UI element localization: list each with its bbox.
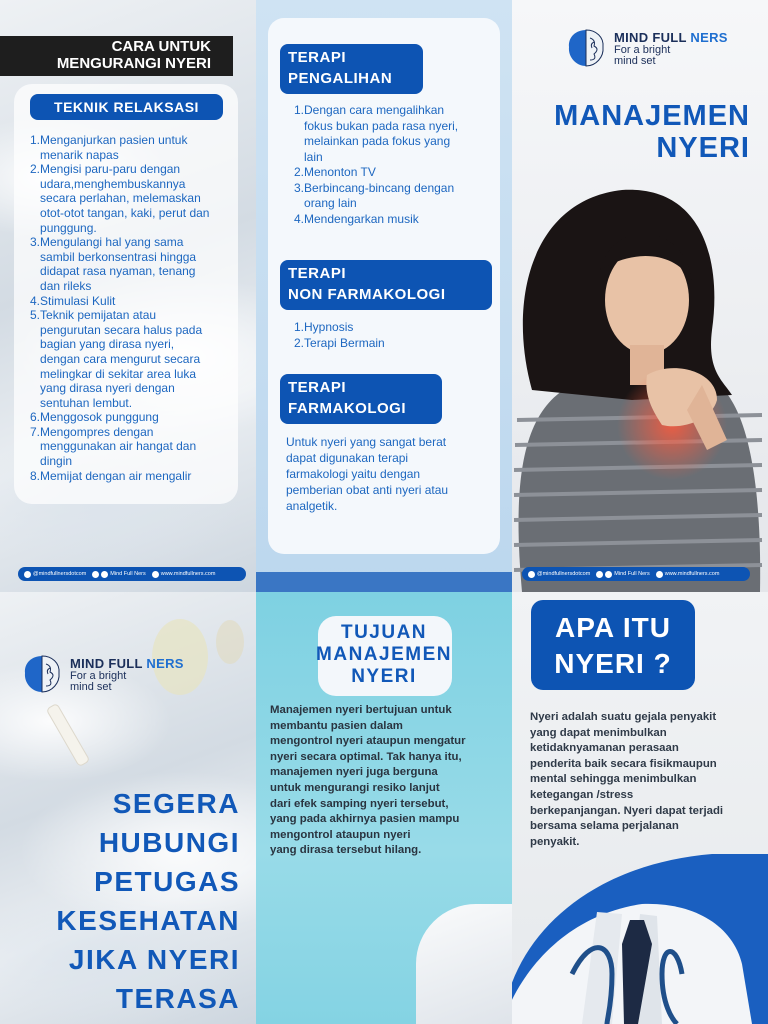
list-item-text: Terapi Bermain xyxy=(304,336,385,350)
doctor-coat-left xyxy=(416,904,512,1024)
youtube-icon xyxy=(605,571,612,578)
panel-segera xyxy=(0,592,256,1024)
footer-bar-cover: @mindfullnersdotcom Mind Full Ners www.mindfullners.com xyxy=(522,567,750,581)
tujuan-title: TUJUAN MANAJEMEN NYERI xyxy=(316,622,452,687)
list-item-number: 2. xyxy=(294,165,305,179)
cover-title: MANAJEMEN NYERI xyxy=(554,100,750,164)
panel-cara-mengurangi xyxy=(0,0,256,592)
facebook-icon xyxy=(596,571,603,578)
brand-logo-back: MIND FULL NERS For a bright mind set xyxy=(20,652,184,696)
list-item-text: Stimulasi Kulit xyxy=(40,293,116,308)
panel-bottom-stripe xyxy=(256,572,512,592)
instagram-icon xyxy=(528,571,535,578)
list-item-number: 2. xyxy=(30,162,41,177)
list-item xyxy=(294,335,494,351)
list-item xyxy=(30,425,236,469)
farma-text: Untuk nyeri yang sangat berat dapat digunakan terapi farmakologi yaitu dengan pemberian obat anti nyeri atau analgetik. xyxy=(286,435,449,513)
list-item-number: 3. xyxy=(30,235,41,250)
list-item-number: 1. xyxy=(294,320,305,334)
list-item-number: 2. xyxy=(294,336,305,350)
panel-apa-itu xyxy=(512,592,768,1024)
list-item-text: Teknik pemijatan atau pengurutan secara halus pada bagian yang dirasa nyeri, dengan cara mengurut secara melingkar di sekitar area luka yang dirasa nyeri dengan sentuhan lembut. xyxy=(40,308,203,410)
brain-logo-icon xyxy=(20,652,64,696)
panel-cover xyxy=(512,0,768,592)
list-item xyxy=(294,212,504,228)
panel-tujuan xyxy=(256,592,512,1024)
title-nonfarma: TERAPI NON FARMAKOLOGI xyxy=(280,260,492,310)
tujuan-text: Manajemen nyeri bertujuan untuk membantu pasien dalam mengontrol nyeri ataupun mengatur nyeri secara optimal. Tak hanya itu, manajemen nyeri juga berguna untuk mengurangi resiko lanjut dari efek samping nyeri tersebut, yang pada akhirnya pasien mampu mengontrol ataupun nyeri yang dirasa tersebut hilang. xyxy=(270,704,466,857)
pengalihan-list xyxy=(294,103,504,227)
brand-logo: MIND FULL NERS For a bright mind set xyxy=(564,26,728,70)
list-item xyxy=(30,133,236,162)
list-item-text: Mengulangi hal yang sama sambil berkonsentrasi hingga didapat rasa nyaman, tenang dan rileks xyxy=(40,235,197,293)
list-item-number: 7. xyxy=(30,424,41,439)
list-item xyxy=(30,294,236,309)
facebook-icon xyxy=(92,571,99,578)
list-item xyxy=(30,410,236,425)
list-item-text: Berbincang-bincang dengan orang lain xyxy=(304,180,455,210)
list-item xyxy=(30,469,236,484)
clothespin-decoration xyxy=(40,702,100,772)
list-item-text: Dengan cara mengalihkan fokus bukan pada rasa nyeri, melainkan pada fokus yang lain xyxy=(304,103,459,164)
instagram-icon xyxy=(24,571,31,578)
web-icon xyxy=(152,571,159,578)
apa-itu-text: Nyeri adalah suatu gejala penyakit yang dapat menimbulkan ketidaknyamanan perasaan penderita baik secara fisikmaupun mental sehingga menimbulkan ketegangan /stress berkepanjangan. Nyeri dapat terjadi bersama selama perjalanan penyakit. xyxy=(530,711,724,848)
list-item xyxy=(30,308,236,410)
list-item xyxy=(294,319,494,335)
list-item-text: Menganjurkan pasien untuk menarik napas xyxy=(40,133,188,162)
list-item xyxy=(294,165,504,181)
list-item-text: Mendengarkan musik xyxy=(304,211,419,226)
list-item-number: 4. xyxy=(294,211,305,226)
brain-logo-icon xyxy=(564,26,608,70)
relaksasi-list xyxy=(30,133,236,483)
list-item xyxy=(30,235,236,293)
list-item-number: 1. xyxy=(294,103,305,117)
list-item-number: 6. xyxy=(30,410,41,425)
list-item-number: 5. xyxy=(30,308,41,323)
list-item-number: 4. xyxy=(30,293,41,308)
list-item xyxy=(30,162,236,235)
list-item-number: 3. xyxy=(294,180,305,195)
header-title: CARA UNTUK MENGURANGI NYERI xyxy=(56,38,211,72)
woman-in-pain-photo xyxy=(512,180,768,592)
list-item-text: Mengisi paru-paru dengan udara,menghembuskannya secara perlahan, melemaskan otot-otot tangan, kaki, perut dan punggung. xyxy=(40,162,210,235)
call-to-action: SEGERA HUBUNGI PETUGAS KESEHATAN JIKA NYERI TERASA xyxy=(56,788,240,1014)
title-farma: TERAPI FARMAKOLOGI xyxy=(280,374,442,424)
doctor-photo xyxy=(512,854,768,1024)
list-item xyxy=(294,103,504,165)
nonfarma-list xyxy=(294,319,494,351)
footer-bar: @mindfullnersdotcom Mind Full Ners www.mindfullners.com xyxy=(18,567,246,581)
list-item-number: 8. xyxy=(30,468,41,483)
list-item-number: 1. xyxy=(30,133,41,147)
title-pengalihan: TERAPI PENGALIHAN xyxy=(280,44,423,94)
list-item xyxy=(294,181,504,212)
web-icon xyxy=(656,571,663,578)
panel-terapi xyxy=(256,0,512,592)
list-item-text: Memijat dengan air mengalir xyxy=(40,468,192,483)
list-item-text: Mengompres dengan menggunakan air hangat dan dingin xyxy=(40,424,197,469)
list-item-text: Hypnosis xyxy=(304,320,354,334)
apa-itu-title: APA ITU NYERI ? xyxy=(531,600,695,690)
youtube-icon xyxy=(101,571,108,578)
section-title-relaksasi: TEKNIK RELAKSASI xyxy=(30,94,223,120)
list-item-text: Menggosok punggung xyxy=(40,410,159,425)
list-item-text: Menonton TV xyxy=(304,165,376,179)
